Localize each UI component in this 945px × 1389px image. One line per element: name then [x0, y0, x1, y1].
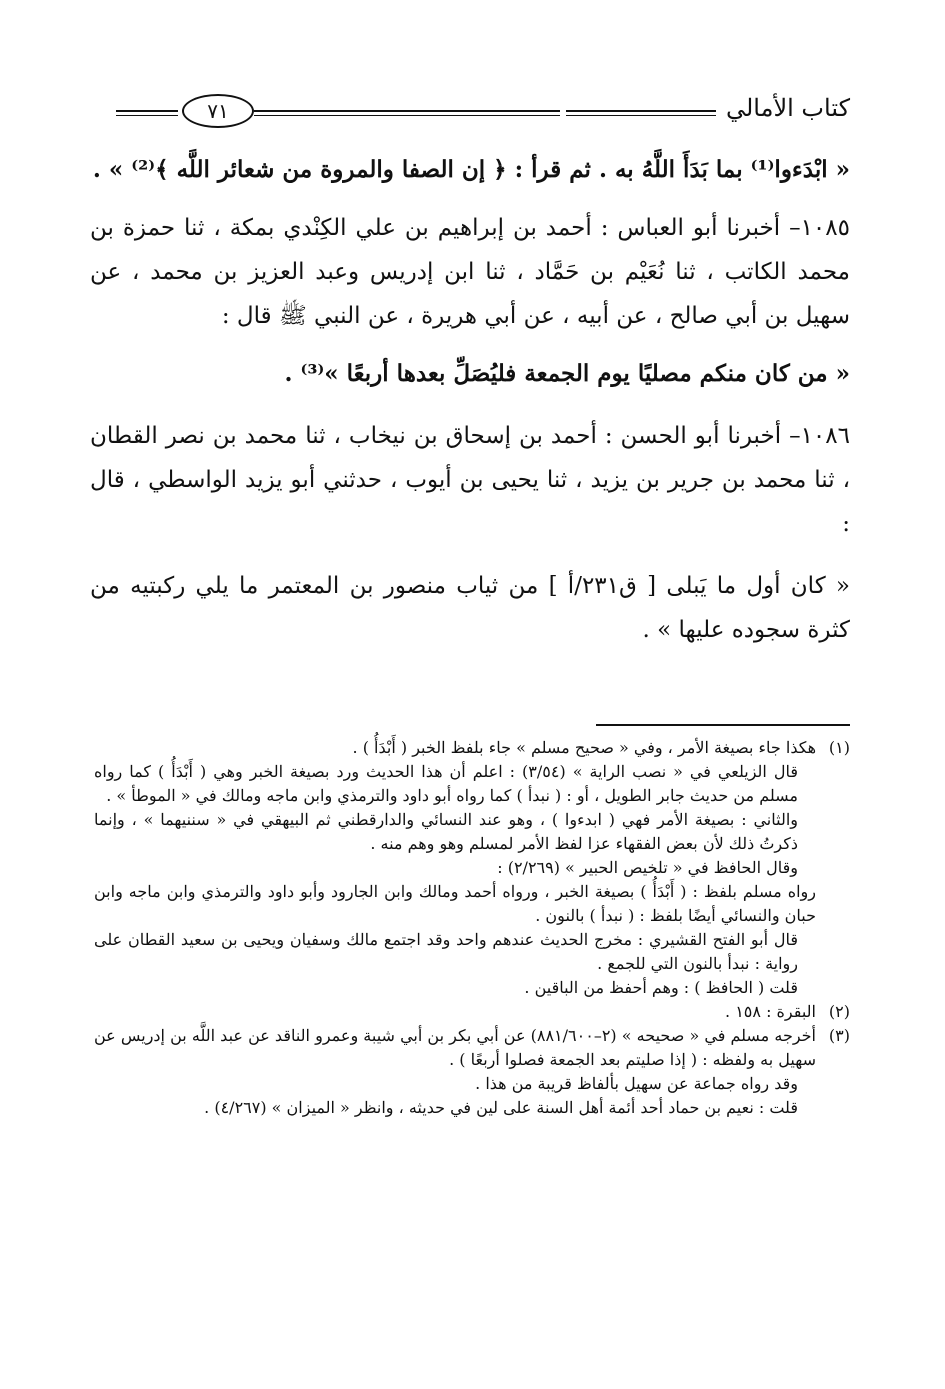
footnote-3 [94, 1024, 850, 1120]
narration-1085: ١٠٨٥– أخبرنا أبو العباس : أحمد بن إبراهيم بن علي الكِنْدي بمكة ، ثنا حمزة بن محمد الكاتب ، ثنا نُعَيْم بن حَمَّاد ، ثنا ابن إدريس وعبد العزيز بن محمد ، عن سهيل بن أبي صالح ، عن أبيه ، عن أبي هريرة ، عن النبي ﷺ قال : [90, 215, 850, 329]
footnote-line: البقرة : ١٥٨ . [725, 1002, 816, 1021]
report-text: « كان أول ما يَبلى [ ق٢٣١/أ ] من ثياب منصور بن المعتمر ما يلي ركبتيه من كثرة سجوده عليها » . [90, 573, 850, 643]
header-rule-mid-thin [254, 115, 560, 116]
footnote-line: وقد رواه جماعة عن سهيل بألفاظ قريبة من هذا . [475, 1074, 798, 1093]
page-number: ٧١ [182, 94, 254, 128]
footnotes [94, 736, 850, 1120]
footnote-line: رواه مسلم بلفظ : ( أَبْدَأُ ) بصيغة الخبر ، ورواه أحمد ومالك وابن الجارود وأبو داود والترمذي وابن ماجه وابن حبان والنسائي أيضًا بلفظ : ( نبدأ ) بالنون . [94, 882, 816, 925]
footnote-line: وقال الحافظ في « تلخيص الحبير » (٢/٢٦٩) : [497, 858, 798, 877]
footnote-separator [596, 724, 850, 726]
header-rule-mid [254, 110, 560, 112]
hadith-text-1: « ابْدَءوا⁽¹⁾ بما بَدَأَ اللَّهُ به . ثم قرأ : ﴿ إن الصفا والمروة من شعائر اللَّه ﴾⁽²⁾ » . [92, 156, 850, 183]
header-rule-left-thin [116, 115, 178, 116]
hadith-text-2: « من كان منكم مصليًا يوم الجمعة فليُصَلِّ بعدها أربعًا »⁽³⁾ . [284, 360, 850, 387]
narration-1086: ١٠٨٦– أخبرنا أبو الحسن : أحمد بن إسحاق بن نيخاب ، ثنا محمد بن نصر القطان ، ثنا محمد بن جرير بن يزيد ، ثنا يحيى بن أيوب ، حدثني أبو يزيد الواسطي ، قال : [90, 423, 850, 537]
footnote-line: قال الزيلعي في « نصب الراية » (٣/٥٤) : اعلم أن هذا الحديث ورد بصيغة الخبر وهي ( أَبْدَأُ ) كما رواه مسلم من حديث جابر الطويل ، أو : ( نبدأ ) كما رواه أبو داود والترمذي وابن ماجه ومالك في « الموطأ » . [94, 762, 799, 805]
footnote-2 [94, 1000, 850, 1024]
footnote-line: والثاني : بصيغة الأمر فهي ( ابدءوا ) ، وهو عند النسائي والدارقطني ثم البيهقي في « سننيهما » ، وإنما ذكرتُ ذلك لأن بعض الفقهاء عزا لفظ الأمر لمسلم وهو وهم منه . [94, 810, 798, 853]
footnote-line: أخرجه مسلم في « صحيحه » (٢–٨٨١/٦٠٠) عن أبي بكر بن أبي شيبة وعمرو الناقد عن عبد اللَّه بن إدريس عن سهيل به ولفظه : ( إذا صليتم بعد الجمعة فصلوا أربعًا ) . [94, 1026, 816, 1069]
footnote-1 [94, 736, 850, 1000]
page-header [116, 92, 850, 132]
header-rule-right-thin [566, 115, 716, 116]
footnote-number: (١) [828, 738, 850, 757]
footnote-number: (٢) [828, 1002, 850, 1021]
footnote-line: قال أبو الفتح القشيري : مخرج الحديث عندهم واحد وقد اجتمع مالك وسفيان ويحيى بن سعيد القطان على رواية : نبدأ بالنون التي للجمع . [94, 930, 799, 973]
header-rule-right [566, 110, 716, 112]
header-rule-left [116, 110, 178, 112]
footnote-line: قلت ( الحافظ ) : وهم أحفظ من الباقين . [524, 978, 798, 997]
book-title: كتاب الأمالي [725, 94, 850, 122]
footnote-number: (٣) [828, 1026, 850, 1045]
footnote-line: قلت : نعيم بن حماد أحد أئمة أهل السنة على لين في حديثه ، وانظر « الميزان » (٤/٢٦٧) . [204, 1098, 798, 1117]
main-text [90, 148, 850, 652]
footnote-line: هكذا جاء بصيغة الأمر ، وفي « صحيح مسلم » جاء بلفظ الخبر ( أَبْدَأُ ) . [352, 738, 816, 757]
